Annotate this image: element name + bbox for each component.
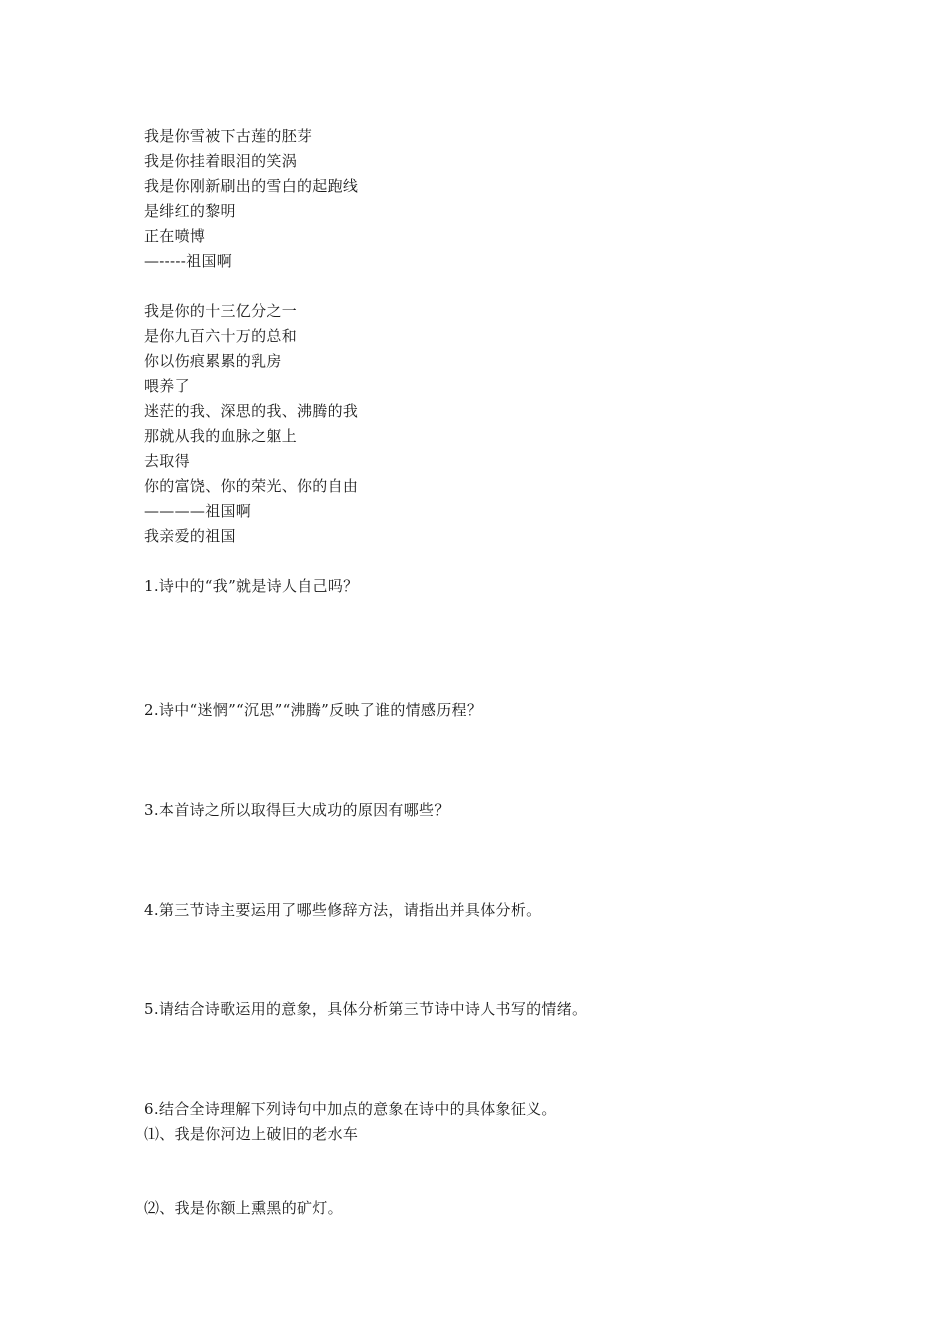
question-4: 4.第三节诗主要运用了哪些修辞方法，请指出并具体分析。 xyxy=(144,901,542,919)
poem-line: 我是你挂着眼泪的笑涡 xyxy=(144,152,298,170)
poem-line: —-----祖国啊 xyxy=(144,252,233,270)
poem-line: 我是你雪被下古莲的胚芽 xyxy=(144,127,313,145)
sub-item-1: ⑴、我是你河边上破旧的老水车 xyxy=(144,1125,359,1143)
poem-line: 你以伤痕累累的乳房 xyxy=(144,352,282,370)
poem-line: 去取得 xyxy=(144,452,190,470)
poem-line: 你的富饶、你的荣光、你的自由 xyxy=(144,477,359,495)
question-6: 6.结合全诗理解下列诗句中加点的意象在诗中的具体象征义。 xyxy=(144,1100,557,1118)
poem-line: 我是你刚新刷出的雪白的起跑线 xyxy=(144,177,359,195)
question-1: 1.诗中的“我”就是诗人自己吗？ xyxy=(144,577,359,595)
poem-line: ————祖国啊 xyxy=(144,502,252,520)
question-3: 3.本首诗之所以取得巨大成功的原因有哪些？ xyxy=(144,801,450,819)
poem-line: 迷茫的我、深思的我、沸腾的我 xyxy=(144,402,359,420)
question-5: 5.请结合诗歌运用的意象，具体分析第三节诗中诗人书写的情绪。 xyxy=(144,1000,588,1018)
poem-line: 那就从我的血脉之躯上 xyxy=(144,427,298,445)
poem-line: 正在喷博 xyxy=(144,227,206,245)
poem-line: 是你九百六十万的总和 xyxy=(144,327,298,345)
poem-line: 喂养了 xyxy=(144,377,190,395)
poem-line: 我是你的十三亿分之一 xyxy=(144,302,298,320)
poem-line: 我亲爱的祖国 xyxy=(144,527,236,545)
poem-line: 是绯红的黎明 xyxy=(144,202,236,220)
sub-item-2: ⑵、我是你额上熏黑的矿灯。 xyxy=(144,1199,343,1217)
question-2: 2.诗中“迷惘”“沉思”“沸腾”反映了谁的情感历程？ xyxy=(144,701,483,719)
